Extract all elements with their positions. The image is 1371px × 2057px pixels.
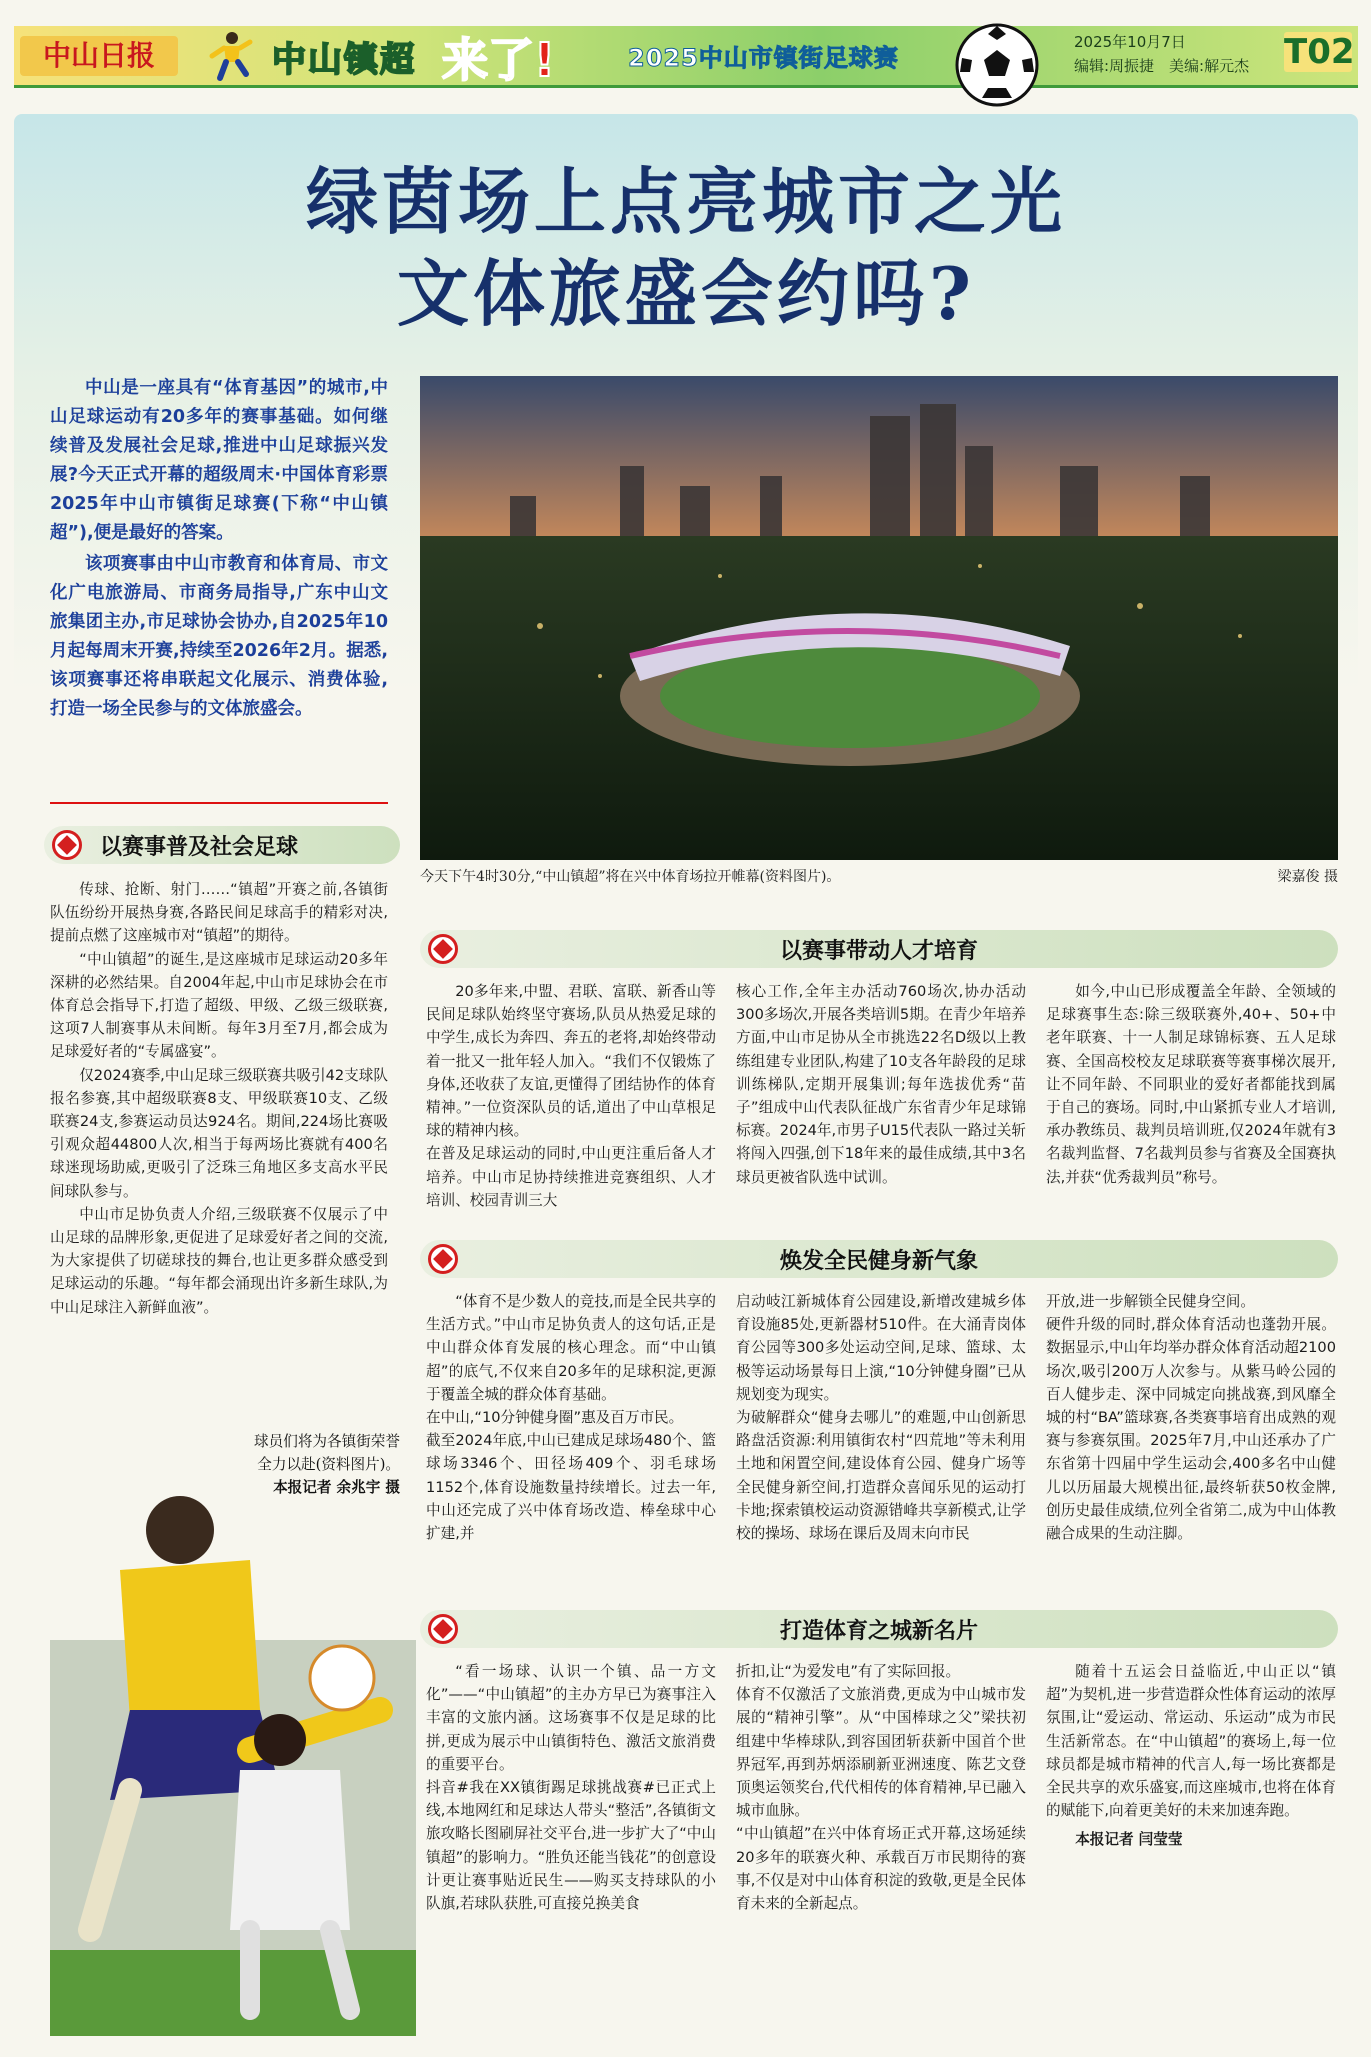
section-heading-1 [44, 826, 400, 864]
stadium-photo [420, 376, 1338, 860]
section-4-col-3 [1046, 1660, 1336, 1852]
body-text: 启动岐江新城体育公园建设,新增改建城乡体育设施85处,更新器材510件。在大涌青岗体育公园等300多处运动空间,足球、篮球、太极等运动场景每日上演,“10分钟健身圈”已从规划变为现实。 为破解群众“健身去哪儿”的难题,中山创新思路盘活资源:利用镇街农村“四荒地”等未利用土地和闲置空间,建设体育公园、健身广场等全民健身新空间,打造群众喜闻乐见的运动打卡地;探索镇校运动资源错峰共享新模式,让学校的操场、球场在课后及周末向市民 [736, 1293, 1026, 1543]
body-text: “看一场球、认识一个镇、品一方文化”——“中山镇超”的主办方早已为赛事注入丰富的文旅内涵。这场赛事不仅是足球的比拼,更成为展示中山镇街特色、激活文旅消费的重要平台。 抖音#我在XX镇街踢足球挑战赛#已正式上线,本地网红和足球达人带头“整活”,各镇街文旅攻略长图刷屏社交平台,进一步扩大了“中山镇超”的影响力。“胜负还能当钱花”的创意设计更让赛事贴近民生——购买支持球队的小队旗,若球队获胜,可直接兑换美食 [426, 1663, 716, 1913]
section-4-col-2 [736, 1660, 1026, 1915]
section-title: 以赛事带动人才培育 [779, 939, 978, 964]
photo-caption-text: 今天下午4时30分,“中山镇超”将在兴中体育场拉开帷幕(资料图片)。 [420, 869, 841, 885]
section-2-col-1 [426, 980, 716, 1212]
players-caption-text: 球员们将为各镇街荣誉全力以赴(资料图片)。 [254, 1433, 400, 1473]
headline-line-2: 文体旅盛会约吗? [396, 251, 976, 336]
section-heading-2 [420, 930, 1338, 968]
page-number: T02 [1284, 32, 1355, 72]
players-photo-caption [240, 1430, 400, 1499]
section-1-body [50, 878, 388, 1319]
section-2-col-3 [1046, 980, 1336, 1189]
header-title-exclaim: 来了! [442, 33, 555, 87]
soccer-ball-icon [952, 20, 1042, 110]
intro-paragraph-2: 该项赛事由中山市教育和体育局、市文化广电旅游局、市商务局指导,广东中山文旅集团主办,市足球协会协办,自2025年10月起每周末开赛,持续至2026年2月。据悉,该项赛事还将串联起文化展示、消费体验,打造一场全民参与的文体旅盛会。 [50, 554, 388, 719]
page-header [14, 26, 1358, 88]
body-paragraph: 中山市足协负责人介绍,三级联赛不仅展示了中山足球的品牌形象,更促进了足球爱好者之间的交流,为大家提供了切磋球技的舞台,也让更多群众感受到足球运动的乐趣。“每年都会涌现出许多新生球队,为中山足球注入新鲜血液”。 [50, 1205, 388, 1316]
body-paragraph: 传球、抢断、射门……“镇超”开赛之前,各镇街队伍纷纷开展热身赛,各路民间足球高手的精彩对决,提前点燃了这座城市对“镇超”的期待。 [50, 881, 388, 945]
body-text: 如今,中山已形成覆盖全年龄、全领域的足球赛事生态:除三级联赛外,40+、50+中老年联赛、十一人制足球锦标赛、五人足球赛、全国高校校友足球联赛等赛事梯次展开,让不同年龄、不同职业的爱好者都能找到属于自己的赛场。同时,中山紧抓专业人才培训,承办教练员、裁判员培训班,仅2024年就有3名裁判监督、7名裁判员参与省赛及全国赛执法,并获“优秀裁判员”称号。 [1046, 983, 1336, 1186]
masthead-logo: 中山日报 [20, 36, 178, 76]
section-3-col-2 [736, 1290, 1026, 1545]
section-heading-4 [420, 1610, 1338, 1648]
issue-date: 2025年10月7日 [1074, 33, 1186, 51]
article-panel [14, 114, 1358, 2040]
body-text: 核心工作,全年主办活动760场次,协办活动300多场次,开展各类培训5期。在青少年培养方面,中山市足协从全市挑选22名D级以上教练组建专业团队,构建了10支各年龄段的足球训练梯队,定期开展集训;每年选拔优秀“苗子”组成中山代表队征战广东省青少年足球锦标赛。2024年,市男子U15代表队一路过关斩将闯入四强,创下18年来的最佳成绩,其中3名球员更被省队选中试训。 [736, 983, 1026, 1186]
section-3-col-1 [426, 1290, 716, 1545]
headline-line-1: 绿茵场上点亮城市之光 [305, 159, 1066, 244]
header-subtitle: 2025中山市镇街足球赛 [628, 44, 899, 72]
section-2-col-2 [736, 980, 1026, 1189]
section-title: 打造体育之城新名片 [779, 1619, 978, 1644]
players-photo-credit: 本报记者 余兆宇 摄 [273, 1479, 400, 1496]
reporter-byline: 本报记者 闫莹莹 [1075, 1831, 1183, 1849]
header-title: 中山镇超 [272, 40, 416, 80]
body-text: 20多年来,中盟、君联、富联、新香山等民间足球队始终坚守赛场,队员从热爱足球的中学生,成长为奔四、奔五的老将,却始终带动着一批又一批年轻人加入。“我们不仅锻炼了身体,还收获了友谊,更懂得了团结协作的体育精神。”一位资深队员的话,道出了中山草根足球的精神内核。 在普及足球运动的同时,中山更注重后备人才培养。中山市足协持续推进竞赛组织、人才培训、校园青训三大 [426, 983, 716, 1209]
section-3-col-3 [1046, 1290, 1336, 1545]
photo-caption [420, 866, 1338, 886]
intro-lead [50, 374, 388, 726]
section-4-col-1 [426, 1660, 716, 1915]
section-heading-3 [420, 1240, 1338, 1278]
intro-paragraph-1: 中山是一座具有“体育基因”的城市,中山足球运动有20多年的赛事基础。如何继续普及发展社会足球,推进中山足球振兴发展?今天正式开幕的超级周末·中国体育彩票2025年中山市镇街足球赛(下称“中山镇超”),便是最好的答案。 [50, 378, 388, 543]
body-text: 开放,进一步解锁全民健身空间。 硬件升级的同时,群众体育活动也蓬勃开展。数据显示,中山年均举办群众体育活动超2100场次,吸引200万人次参与。从紫马岭公园的百人健步走、深中同城定向挑战赛,到风靡全城的村“BA”篮球赛,各类赛事培育出成熟的观赛与参赛氛围。2025年7月,中山还承办了广东省第十四届中学生运动会,400多名中山健儿以历届最大规模出征,最终斩获50枚金牌,创历史最佳成绩,位列全省第二,成为中山体教融合成果的生动注脚。 [1046, 1293, 1336, 1543]
body-paragraph: 仅2024赛季,中山足球三级联赛共吸引42支球队报名参赛,其中超级联赛8支、甲级联赛10支、乙级联赛24支,参赛运动员达924名。期间,224场比赛吸引观众超44800人次,相当于每两场比赛就有400名球迷现场助威,更吸引了泛珠三角地区多支高水平民间球队参与。 [50, 1066, 388, 1200]
soccer-player-icon [202, 30, 258, 86]
players-photo [50, 1410, 416, 2036]
section-marker-icon [52, 830, 82, 860]
body-text: “体育不是少数人的竞技,而是全民共享的生活方式。”中山市足协负责人的这句话,正是中山群众体育发展的核心理念。而“中山镇超”的底气,不仅来自20多年的足球积淀,更源于覆盖全城的群众体育基础。 在中山,“10分钟健身圈”惠及百万市民。 截至2024年底,中山已建成足球场480个、篮球场3346个、田径场409个、羽毛球场1152个,体育设施数量持续增长。过去一年,中山还完成了兴中体育场改造、棒垒球中心扩建,并 [426, 1293, 716, 1543]
body-paragraph: “中山镇超”的诞生,是这座城市足球运动20多年深耕的必然结果。自2004年起,中山市足球协会在市体育总会指导下,打造了超级、甲级、乙级三级联赛,这项7人制赛事从未间断。每年3月至7月,都会成为足球爱好者的“专属盛宴”。 [50, 950, 388, 1061]
photo-credit: 梁嘉俊 摄 [1277, 869, 1338, 885]
body-text: 随着十五运会日益临近,中山正以“镇超”为契机,进一步营造群众性体育运动的浓厚氛围,让“爱运动、常运动、乐运动”成为市民生活新常态。在“中山镇超”的赛场上,每一位球员都是城市精神的代言人,每一场比赛都是全民共享的欢乐盛宴,而这座城市,也将在体育的赋能下,向着更美好的未来加速奔跑。 [1046, 1663, 1336, 1820]
section-title: 以赛事普及社会足球 [100, 835, 299, 860]
headline [14, 156, 1358, 340]
header-meta [1074, 30, 1249, 78]
editor-credits: 编辑:周振捷 美编:解元杰 [1074, 57, 1250, 75]
section-title: 焕发全民健身新气象 [779, 1249, 978, 1274]
body-text: 折扣,让“为爱发电”有了实际回报。 体育不仅激活了文旅消费,更成为中山城市发展的“精神引擎”。从“中国棒球之父”梁扶初组建中华棒球队,到容国团斩获新中国首个世界冠军,再到苏炳添刷新亚洲速度、陈艺文登顶奥运领奖台,代代相传的体育精神,早已融入城市血脉。 “中山镇超”在兴中体育场正式开幕,这场延续20多年的联赛火种、承载百万市民期待的赛事,不仅是对中山体育积淀的致敬,更是全民体育未来的全新起点。 [736, 1663, 1026, 1913]
intro-divider [50, 802, 388, 804]
